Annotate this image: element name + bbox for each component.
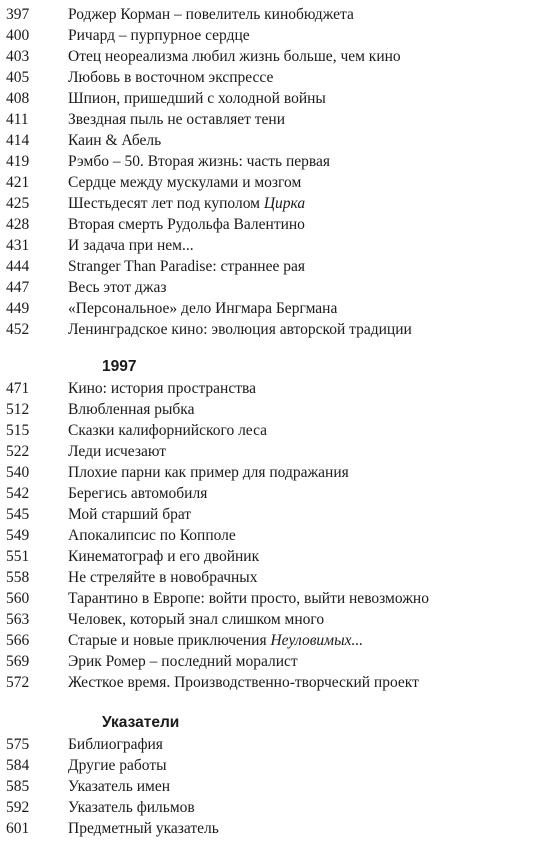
- toc-entry[interactable]: [0, 818, 555, 839]
- toc-entry[interactable]: [0, 298, 555, 319]
- page-number: 585: [6, 778, 30, 795]
- entry-title-text: Сказки калифорнийского леса: [68, 422, 268, 439]
- entry-title-text: Сердце между мускулами и мозгом: [68, 174, 302, 191]
- entry-title: [68, 818, 555, 839]
- toc-entry[interactable]: [0, 609, 555, 630]
- entry-title-text: Шестьдесят лет под куполом: [68, 195, 264, 212]
- toc-entry[interactable]: [0, 776, 555, 797]
- page-number: 551: [6, 548, 30, 565]
- entry-title-text: Каин & Абель: [68, 132, 162, 149]
- page-number: 471: [6, 380, 30, 397]
- entry-title-text: Влюбленная рыбка: [68, 401, 195, 418]
- page-number: 397: [6, 6, 30, 23]
- toc-entry[interactable]: [0, 378, 555, 399]
- entry-title: [68, 298, 555, 319]
- entry-title: [68, 441, 555, 462]
- page-number: 431: [6, 237, 30, 254]
- entry-title-text: Кино: история пространства: [68, 380, 256, 397]
- entry-title-text: Старые и новые приключения: [68, 632, 271, 649]
- entry-title-text: Человек, который знал слишком много: [68, 611, 325, 628]
- entry-title-italic: Неуловимых...: [270, 632, 364, 649]
- toc-entry[interactable]: [0, 25, 555, 46]
- toc-entry[interactable]: [0, 109, 555, 130]
- toc-entry[interactable]: [0, 755, 555, 776]
- page-number: 452: [6, 321, 30, 338]
- toc-entry[interactable]: [0, 630, 555, 651]
- entry-title: [68, 319, 555, 340]
- entry-title-text: Рэмбо – 50. Вторая жизнь: часть первая: [68, 153, 331, 170]
- entry-title: [68, 88, 555, 109]
- toc-entry[interactable]: [0, 588, 555, 609]
- entry-title: [68, 672, 555, 693]
- toc-entry[interactable]: [0, 525, 555, 546]
- toc-entry[interactable]: [0, 4, 555, 25]
- entry-title: [68, 256, 555, 277]
- page-number: 592: [6, 799, 30, 816]
- toc-entry[interactable]: [0, 193, 555, 214]
- toc-entry[interactable]: [0, 651, 555, 672]
- toc-entry[interactable]: [0, 46, 555, 67]
- toc-entry[interactable]: [0, 420, 555, 441]
- page-number: 515: [6, 422, 30, 439]
- entry-title-text: Кинематограф и его двойник: [68, 548, 260, 565]
- entry-title-text: Звездная пыль не оставляет тени: [68, 111, 286, 128]
- entry-title-text: Жесткое время. Производственно-творческий проект: [68, 674, 419, 691]
- entry-title: [68, 588, 555, 609]
- page-number: 403: [6, 48, 30, 65]
- entry-title-text: Весь этот джаз: [68, 279, 167, 296]
- page-number: 563: [6, 611, 30, 628]
- entry-title: [68, 151, 555, 172]
- entry-title: [68, 630, 555, 651]
- entry-title: [68, 797, 555, 818]
- entry-title-text: Мой старший брат: [68, 506, 192, 523]
- entry-title-text: Роджер Корман – повелитель кинобюджета: [68, 6, 354, 23]
- entry-title: [68, 651, 555, 672]
- entry-title-text: Указатель имен: [68, 778, 170, 795]
- entry-title-text: Вторая смерть Рудольфа Валентино: [68, 216, 305, 233]
- page-number: 425: [6, 195, 30, 212]
- toc-section-indexes: [0, 712, 555, 839]
- toc-entry[interactable]: [0, 151, 555, 172]
- entry-title-text: И задача при нем...: [68, 237, 194, 254]
- entry-title: [68, 504, 555, 525]
- page-number: 419: [6, 153, 30, 170]
- page-number: 428: [6, 216, 30, 233]
- entry-title-text: Предметный указатель: [68, 820, 219, 837]
- toc-entry[interactable]: [0, 399, 555, 420]
- toc-entry[interactable]: [0, 672, 555, 693]
- toc-entry[interactable]: [0, 462, 555, 483]
- page-number: 560: [6, 590, 30, 607]
- entry-title: [68, 483, 555, 504]
- page-number: 569: [6, 653, 30, 670]
- page-number: 408: [6, 90, 30, 107]
- page-number: 549: [6, 527, 30, 544]
- entry-title: [68, 46, 555, 67]
- entry-title-text: Тарантино в Европе: войти просто, выйти невозможно: [68, 590, 429, 607]
- page-number: 400: [6, 27, 30, 44]
- page-number: 449: [6, 300, 30, 317]
- toc-entry[interactable]: [0, 483, 555, 504]
- page-number: 421: [6, 174, 30, 191]
- entry-title: [68, 193, 555, 214]
- entry-title: [68, 567, 555, 588]
- entry-title: [68, 67, 555, 88]
- entry-title: [68, 378, 555, 399]
- toc-entry[interactable]: [0, 441, 555, 462]
- section-heading: Указатели: [102, 714, 180, 731]
- entry-title: [68, 25, 555, 46]
- entry-title-text: Эрик Ромер – последний моралист: [68, 653, 298, 670]
- entry-title-text: Не стреляйте в новобрачных: [68, 569, 258, 586]
- toc-entry[interactable]: [0, 130, 555, 151]
- entry-title-text: Любовь в восточном экспрессе: [68, 69, 274, 86]
- entry-title: [68, 609, 555, 630]
- page-number: 540: [6, 464, 30, 481]
- entry-title: [68, 399, 555, 420]
- entry-title: [68, 130, 555, 151]
- toc-entry[interactable]: [0, 235, 555, 256]
- entry-title: [68, 546, 555, 567]
- page-number: 405: [6, 69, 30, 86]
- page-number: 558: [6, 569, 30, 586]
- page-number: 566: [6, 632, 30, 649]
- page-number: 414: [6, 132, 30, 149]
- toc-entry[interactable]: [0, 734, 555, 755]
- entry-title-text: Плохие парни как пример для подражания: [68, 464, 349, 481]
- entry-title-text: Ленинградское кино: эволюция авторской традиции: [68, 321, 412, 338]
- entry-title: [68, 172, 555, 193]
- page-number: 522: [6, 443, 30, 460]
- entry-title-text: Берегись автомобиля: [68, 485, 208, 502]
- toc-section-1997: [0, 356, 555, 693]
- page-number: 601: [6, 820, 30, 837]
- toc-entry[interactable]: [0, 88, 555, 109]
- entry-title-text: Апокалипсис по Копполе: [68, 527, 236, 544]
- toc-entry[interactable]: [0, 214, 555, 235]
- toc-entry[interactable]: [0, 67, 555, 88]
- toc-entry[interactable]: [0, 256, 555, 277]
- entry-title-text: Библиография: [68, 736, 163, 753]
- entry-title: [68, 109, 555, 130]
- page-number: 584: [6, 757, 30, 774]
- toc-entry[interactable]: [0, 567, 555, 588]
- page-number: 444: [6, 258, 30, 275]
- toc-entry[interactable]: [0, 319, 555, 340]
- entry-title: [68, 776, 555, 797]
- toc-entry[interactable]: [0, 546, 555, 567]
- entry-title: [68, 525, 555, 546]
- page-number: 411: [6, 111, 29, 128]
- entry-title-italic: Цирка: [263, 195, 306, 212]
- entry-title: [68, 755, 555, 776]
- entry-title-text: Указатель фильмов: [68, 799, 195, 816]
- entry-title: [68, 462, 555, 483]
- toc-entry[interactable]: [0, 277, 555, 298]
- page-number: 542: [6, 485, 30, 502]
- page-number: 447: [6, 279, 30, 296]
- entry-title: [68, 235, 555, 256]
- toc-section-continued: [0, 4, 555, 340]
- toc-entry[interactable]: [0, 797, 555, 818]
- entry-title-text: Другие работы: [68, 757, 167, 774]
- toc-entry[interactable]: [0, 172, 555, 193]
- section-heading: 1997: [102, 358, 137, 375]
- entry-title: [68, 420, 555, 441]
- entry-title-text: Шпион, пришедший с холодной войны: [68, 90, 326, 107]
- entry-title: [68, 214, 555, 235]
- entry-title: [68, 4, 555, 25]
- toc-entry[interactable]: [0, 504, 555, 525]
- page-number: 572: [6, 674, 30, 691]
- entry-title-text: Леди исчезают: [68, 443, 167, 460]
- page-number: 545: [6, 506, 30, 523]
- page-number: 512: [6, 401, 30, 418]
- entry-title-text: Отец неореализма любил жизнь больше, чем кино: [68, 48, 401, 65]
- entry-title: [68, 277, 555, 298]
- page-number: 575: [6, 736, 30, 753]
- entry-title: [68, 734, 555, 755]
- entry-title-text: Stranger Than Paradise: страннее рая: [68, 258, 305, 275]
- entry-title-text: «Персональное» дело Ингмара Бергмана: [68, 300, 338, 317]
- entry-title-text: Ричард – пурпурное сердце: [68, 27, 250, 44]
